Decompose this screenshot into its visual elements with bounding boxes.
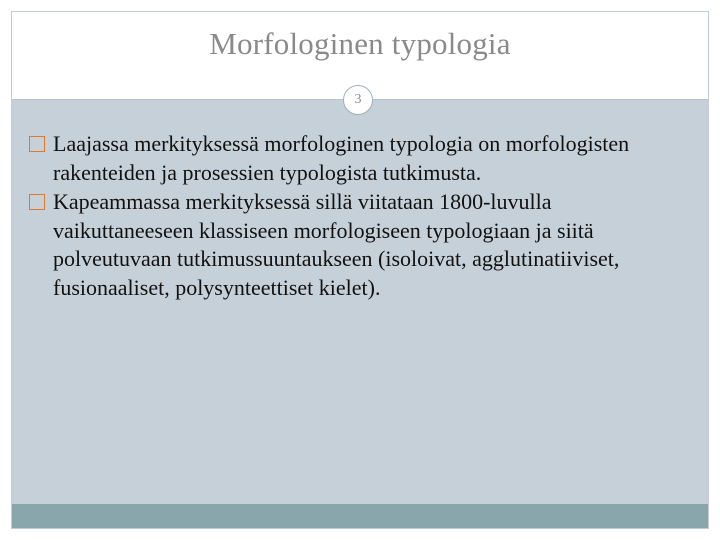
bullet-marker-icon — [29, 194, 45, 210]
bullet-item — [32, 130, 692, 187]
bottom-accent-bar — [12, 504, 708, 528]
bullet-item — [32, 188, 692, 302]
page-number-badge: 3 — [343, 85, 373, 115]
bullet-text: Kapeammassa merkityksessä sillä viitataan 1800-luvulla vaikuttaneeseen klassiseen morfologiseen typologiaan ja siitä polveutuvaan tutkimussuuntaukseen (isoloivat, agglutinatiiviset, fusionaaliset, polysynteettiset kielet). — [53, 189, 620, 300]
slide-title: Morfologinen typologia — [209, 26, 511, 61]
bullet-list — [32, 130, 692, 303]
bullet-marker-icon — [29, 136, 45, 152]
bullet-text: Laajassa merkityksessä morfologinen typologia on morfologisten rakenteiden ja prosessien typologista tutkimusta. — [53, 131, 630, 185]
